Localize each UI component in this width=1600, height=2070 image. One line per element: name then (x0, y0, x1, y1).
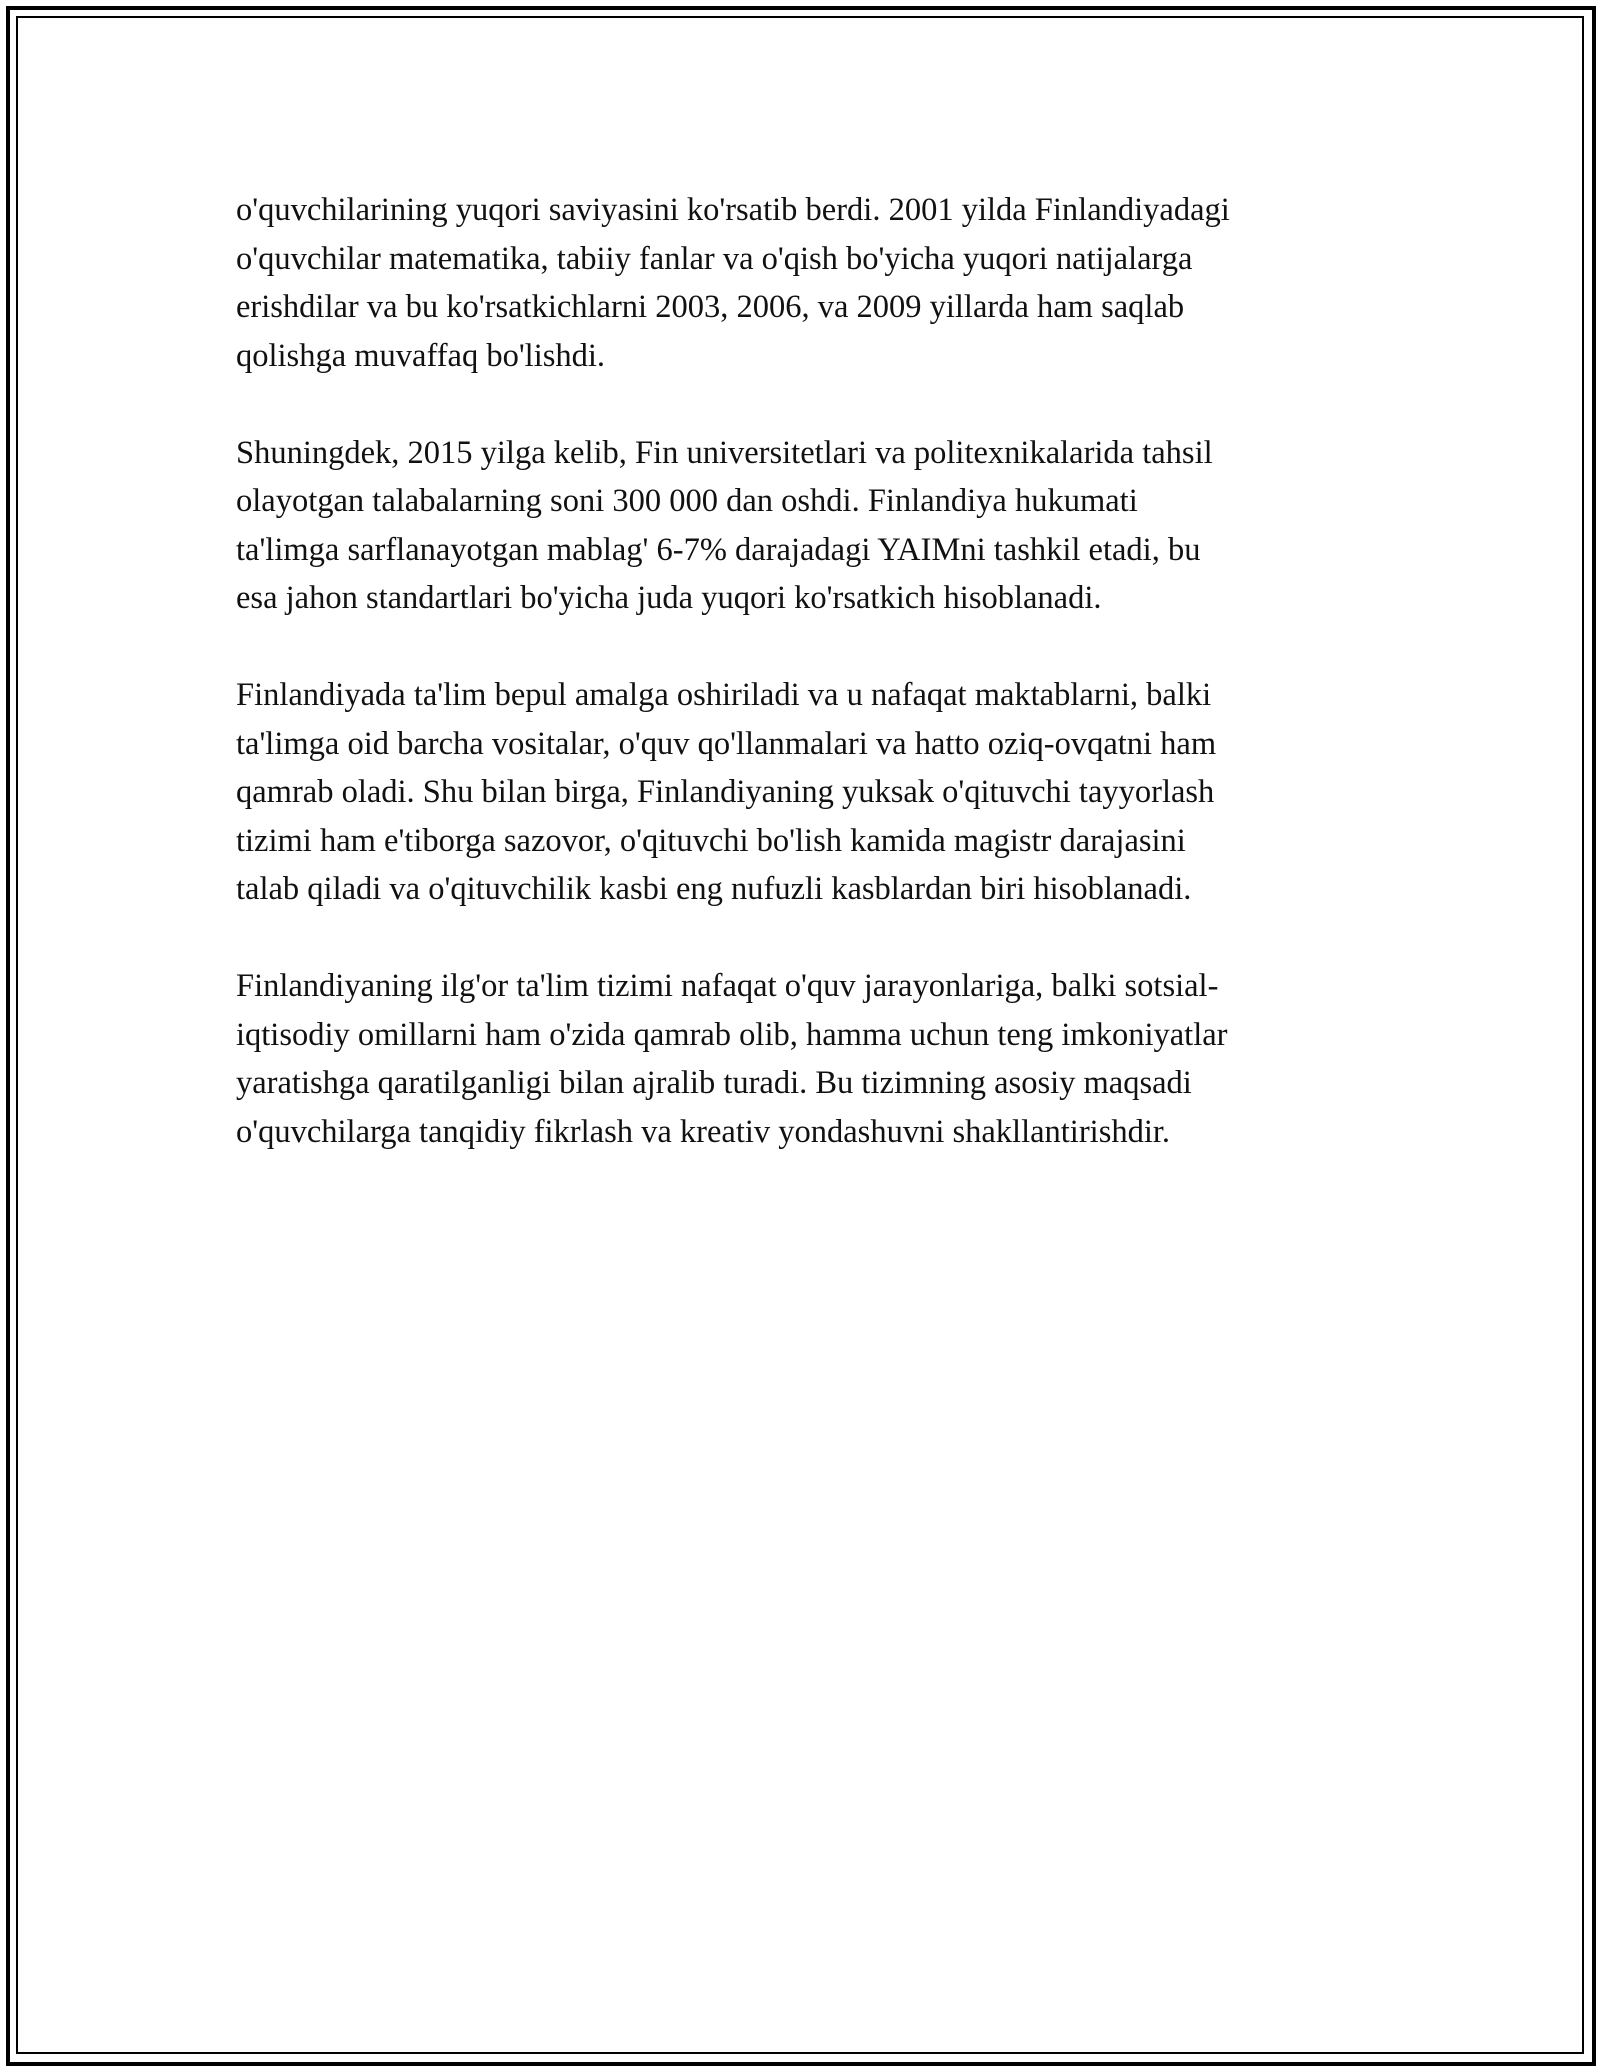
paragraph-1 (236, 186, 1366, 380)
text-line: Finlandiyaning ilg'or ta'lim tizimi nafaqat o'quv jarayonlariga, balki sotsial- (236, 968, 1219, 1004)
paragraph-2 (236, 429, 1366, 623)
text-line: ta'limga oid barcha vositalar, o'quv qo'llanmalari va hatto oziq-ovqatni ham (236, 725, 1217, 762)
text-line: qolishga muvaffaq bo'lishdi. (236, 337, 606, 374)
text-line: yaratishga qaratilganligi bilan ajralib turadi. Bu tizimning asosiy maqsadi (236, 1065, 1192, 1101)
text-line: qamrab oladi. Shu bilan birga, Finlandiyaning yuksak o'qituvchi tayyorlash (236, 774, 1215, 810)
text-line: o'quvchilar matematika, tabiiy fanlar va o'qish bo'yicha yuqori natijalarga (236, 240, 1193, 277)
text-line: tizimi ham e'tiborga sazovor, o'qituvchi bo'lish kamida magistr darajasini (236, 822, 1186, 859)
text-line: iqtisodiy omillarni ham o'zida qamrab olib, hamma uchun teng imkoniyatlar (236, 1016, 1228, 1053)
text-line: esa jahon standartlari bo'yicha juda yuqori ko'rsatkich hisoblanadi. (236, 580, 1102, 616)
text-line: Shuningdek, 2015 yilga kelib, Fin universitetlari va politexnikalarida tahsil (236, 434, 1213, 471)
text-line: o'quvchilarga tanqidiy fikrlash va kreativ yondashuvni shakllantirishdir. (236, 1113, 1171, 1150)
text-line: erishdilar va bu ko'rsatkichlarni 2003, 2006, va 2009 yillarda ham saqlab (236, 289, 1185, 325)
paragraph-4 (236, 962, 1366, 1156)
text-line: ta'limga sarflanayotgan mablag' 6-7% darajadagi YAIMni tashkil etadi, bu (236, 531, 1201, 568)
text-line: o'quvchilarining yuqori saviyasini ko'rsatib berdi. 2001 yilda Finlandiyadagi (236, 192, 1230, 228)
document-body (236, 186, 1366, 1205)
text-line: olayotgan talabalarning soni 300 000 dan oshdi. Finlandiya hukumati (236, 483, 1138, 519)
text-line: talab qiladi va o'qituvchilik kasbi eng nufuzli kasblardan biri hisoblanadi. (236, 871, 1192, 907)
text-line: Finlandiyada ta'lim bepul amalga oshiriladi va u nafaqat maktablarni, balki (236, 677, 1212, 713)
paragraph-3 (236, 671, 1366, 914)
